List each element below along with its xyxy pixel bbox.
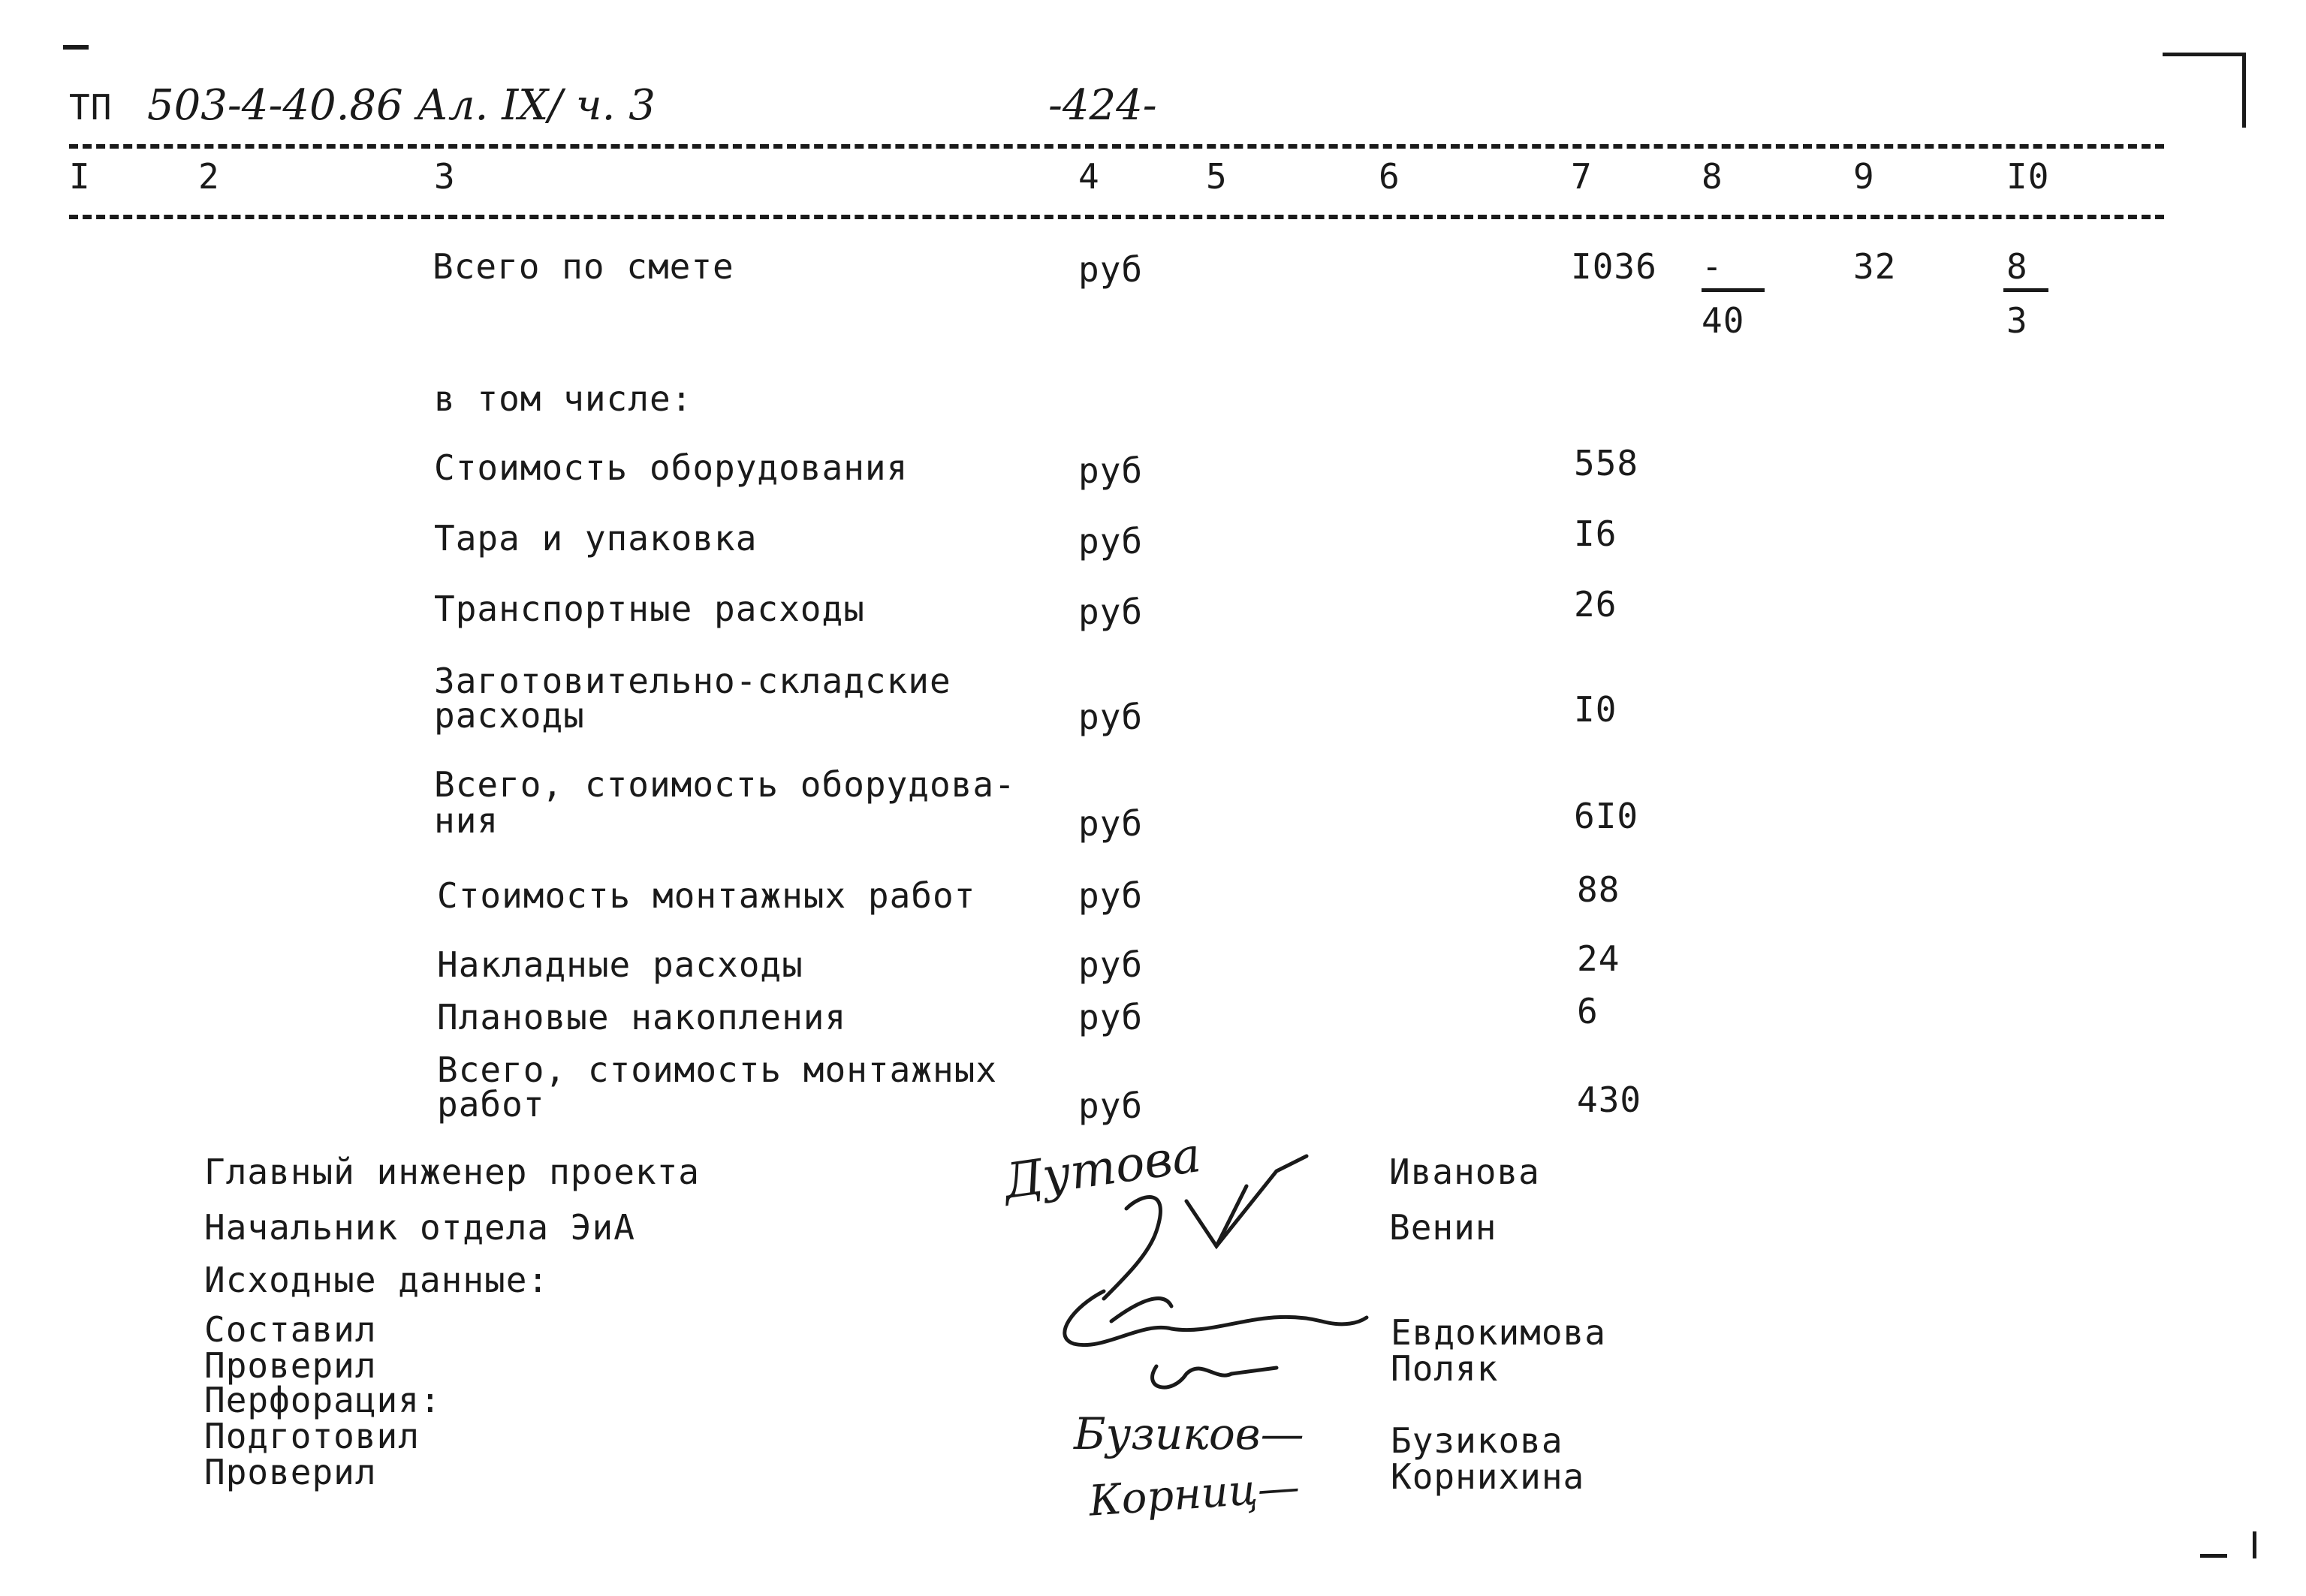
row-value: I6 <box>1574 513 1617 554</box>
column-header: I <box>69 156 91 197</box>
column-header: 2 <box>198 156 220 197</box>
row-label: Стоимость оборудования <box>434 447 909 488</box>
document-prefix: ТП <box>69 87 113 128</box>
column-header: 3 <box>434 156 456 197</box>
name-compiled: Евдокимова <box>1391 1312 1606 1353</box>
row-label-line1: Всего, стоимость монтажных <box>437 1049 998 1090</box>
row-unit: руб <box>1078 450 1144 491</box>
row-unit: руб <box>1078 592 1144 632</box>
row-label: Плановые накопления <box>437 997 847 1037</box>
name-checked: Поляк <box>1391 1348 1499 1389</box>
row-unit: руб <box>1078 1086 1144 1126</box>
row-value: 430 <box>1577 1080 1642 1120</box>
total-label: Всего по смете <box>433 246 734 287</box>
row-value: 6 <box>1577 991 1599 1031</box>
name-checked2: Корнихина <box>1391 1456 1585 1497</box>
total-col9: 32 <box>1853 246 1897 287</box>
row-label: Транспортные расходы <box>434 589 865 629</box>
handwritten-signature: Дутова <box>1000 1128 1204 1210</box>
name-dept-head: Венин <box>1389 1207 1497 1248</box>
column-header: 8 <box>1702 156 1723 197</box>
row-label-line1: Заготовительно-складские <box>434 661 951 701</box>
total-col7: I036 <box>1571 246 1657 287</box>
row-value: 88 <box>1577 869 1620 910</box>
row-label: Стоимость монтажных работ <box>437 875 976 916</box>
role-compiled: Составил <box>204 1309 377 1350</box>
column-header: I0 <box>2006 156 2050 197</box>
role-chief-engineer: Главный инженер проекта <box>204 1152 700 1192</box>
column-header: 7 <box>1571 156 1593 197</box>
row-value: 558 <box>1574 443 1639 483</box>
role-source-data: Исходные данные: <box>204 1260 550 1300</box>
role-dept-head: Начальник отдела ЭиА <box>204 1207 635 1248</box>
role-checked: Проверил <box>204 1345 377 1386</box>
row-value: 6I0 <box>1574 796 1639 836</box>
column-header: 6 <box>1379 156 1400 197</box>
row-label-line2: расходы <box>434 695 585 736</box>
row-value: I0 <box>1574 689 1617 730</box>
bottom-corner-mark-vertical <box>2253 1531 2256 1558</box>
row-unit: руб <box>1078 875 1144 916</box>
total-col10-top: 8 <box>2006 246 2028 287</box>
handwritten-signature: Бузиков— <box>1074 1408 1304 1459</box>
row-value: 26 <box>1574 584 1617 625</box>
row-label-line2: ния <box>434 800 499 841</box>
row-label-line1: Всего, стоимость оборудова- <box>434 764 1016 805</box>
total-col10-bottom: 3 <box>2006 300 2028 341</box>
role-prepared: Подготовил <box>204 1416 420 1456</box>
handwritten-signature: Корниц— <box>1087 1462 1301 1526</box>
row-unit: руб <box>1078 697 1144 737</box>
including-label: в том числе: <box>434 378 693 419</box>
handwritten-document-code: 503-4-40.86 Ал. IX/ ч. 3 <box>147 81 656 130</box>
row-value: 24 <box>1577 938 1620 979</box>
name-chief-engineer: Иванова <box>1389 1152 1540 1192</box>
total-col8-top: - <box>1702 246 1723 287</box>
column-header: 5 <box>1206 156 1228 197</box>
column-header: 9 <box>1853 156 1875 197</box>
role-checked2: Проверил <box>204 1452 377 1492</box>
row-unit: руб <box>1078 944 1144 985</box>
total-col8-bottom: 40 <box>1702 300 1745 341</box>
page-number: -424- <box>1048 81 1157 130</box>
row-unit: руб <box>1078 803 1144 844</box>
row-label: Тара и упаковка <box>434 518 758 559</box>
total-unit: руб <box>1078 249 1144 290</box>
row-unit: руб <box>1078 997 1144 1037</box>
name-prepared: Бузикова <box>1391 1420 1563 1461</box>
row-unit: руб <box>1078 521 1144 562</box>
row-label-line2: работ <box>437 1084 545 1125</box>
bottom-corner-mark <box>2200 1554 2227 1558</box>
row-label: Накладные расходы <box>437 944 803 985</box>
column-header: 4 <box>1078 156 1100 197</box>
role-perforation: Перфорация: <box>204 1380 442 1420</box>
